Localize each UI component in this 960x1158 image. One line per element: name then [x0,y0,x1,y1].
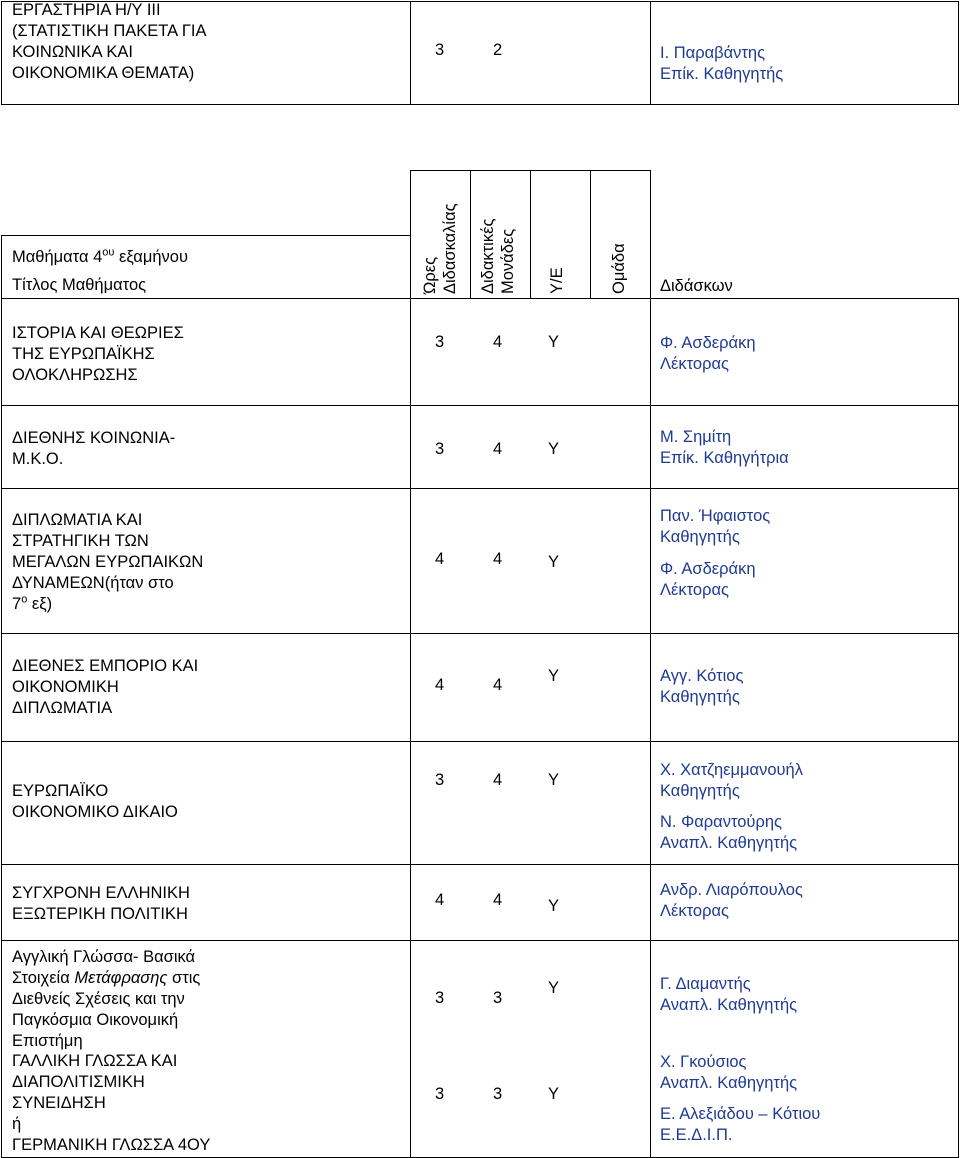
instructor-line: Αναπλ. Καθηγητής [660,1074,798,1092]
semester-heading [12,247,188,268]
course-title [12,1051,210,1156]
instructor-line: Λέκτορας [660,902,729,920]
spacer [660,1094,820,1104]
course-title-line: ΟΙΚΟΝΟΜΙΚΑ ΘΕΜΑΤΑ) [12,64,195,82]
course-title-line: ΓΕΡΜΑΝΙΚΗ ΓΛΩΣΣΑ 4ΟΥ [12,1136,211,1154]
course-type: Υ [548,979,560,997]
course-title [12,883,190,925]
instructor-line: Καθηγητής [660,688,740,706]
course-title-line: ΟΙΚΟΝΟΜΙΚΟ ΔΙΚΑΙΟ [12,803,178,821]
course-instructor [660,880,803,922]
course-title [12,323,184,386]
course-instructor [660,333,756,375]
course-instructor [660,1052,820,1146]
course-hours: 3 [435,333,445,351]
course-title [12,0,207,84]
course-title-line: ΟΙΚΟΝΟΜΙΚΗ [12,678,119,696]
instructor-line: Καθηγητής [660,782,740,800]
instructor-line: Παν. Ήφαιστος [660,507,771,525]
hours-column-header [420,178,460,294]
instructor-line: Ι. Παραβάντης [660,44,766,62]
course-title-line: ΔΥΝΑΜΕΩΝ(ήταν στο [12,574,174,592]
course-type: Υ [548,1085,560,1103]
type-column-header: Υ/Ε [548,267,566,294]
course-title-text: στις [167,969,201,987]
course-type: Υ [548,553,560,571]
course-title-line: Διεθνείς Σχέσεις και την [12,990,185,1008]
course-title [12,781,178,823]
course-title-line [12,594,203,615]
instructor-line: Γ. Διαμαντής [660,975,751,993]
course-instructor [660,666,743,708]
course-title-line: ΣΤΡΑΤΗΓΙΚΗ ΤΩΝ [12,532,149,550]
course-title-line: ΣΥΝΕΙΔΗΣΗ [12,1094,106,1112]
spacer [660,548,770,559]
instructor-line: Μ. Σημίτη [660,428,732,446]
instructor-line: Ανδρ. Λιαρόπουλος [660,881,803,899]
course-title-line: ΙΣΤΟΡΙΑ ΚΑΙ ΘΕΩΡΙΕΣ [12,324,184,342]
semester-heading-text: Μαθήματα 4 [12,248,103,266]
instructor-line: Καθηγητής [660,528,740,546]
instructor-line: Χ. Χατζηεμμανουήλ [660,761,803,779]
instructor-line: Αναπλ. Καθηγητής [660,834,798,852]
course-title-sup: ο [21,593,28,606]
instructor-line: Ε.Ε.Δ.Ι.Π. [660,1126,733,1144]
spacer [660,802,803,812]
course-units: 4 [493,891,503,909]
units-column-header [478,178,518,294]
course-title-line: ΕΞΩΤΕΡΙΚΗ ΠΟΛΙΤΙΚΗ [12,905,188,923]
title-column-header: Τίτλος Μαθήματος [12,276,147,294]
instructor-line: Αγγ. Κότιος [660,667,744,685]
course-type: Υ [548,897,560,915]
course-title-line: Επιστήμη [12,1032,83,1050]
course-title-line: (ΣΤΑΤΙΣΤΙΚΗ ΠΑΚΕΤΑ ΓΙΑ [12,22,207,40]
instructor-line: Λέκτορας [660,355,729,373]
course-title-line: ΔΙΕΘΝΕΣ ΕΜΠΟΡΙΟ ΚΑΙ [12,657,199,675]
course-hours: 3 [435,771,445,789]
course-title-line: ή [12,1115,22,1133]
course-title-line [12,968,200,989]
course-type: Υ [548,440,560,458]
course-type: Υ [548,667,560,685]
course-units: 4 [493,333,503,351]
header-text: Διδακτικές [479,218,497,294]
course-title [12,428,175,470]
course-title-italic: Μετάφρασης [74,969,168,987]
course-title-line: ΔΙΠΛΩΜΑΤΙΑ ΚΑΙ [12,511,143,529]
instructor-line: Αναπλ. Καθηγητής [660,996,798,1014]
course-hours: 3 [435,989,445,1007]
course-title-line: Παγκόσμια Οικονομική [12,1011,179,1029]
instructor-line: Χ. Γκούσιος [660,1053,747,1071]
course-instructor [660,974,797,1016]
course-title-text: 7 [12,595,22,613]
instructor-line: Επίκ. Καθηγήτρια [660,449,789,467]
course-title-line: Αγγλική Γλώσσα- Βασικά [12,948,196,966]
course-title-line: ΤΗΣ ΕΥΡΩΠΑΪΚΗΣ [12,345,155,363]
instructor-line: Ν. Φαραντούρης [660,813,782,831]
course-units: 3 [493,1085,503,1103]
semester-heading-sup: ου [102,246,115,259]
course-type: Υ [548,771,560,789]
course-title-text: Στοιχεία [12,969,75,987]
course-type: Υ [548,333,560,351]
course-instructor [660,760,803,854]
course-units: 4 [493,676,503,694]
course-units: 2 [493,41,503,59]
course-title [12,656,198,719]
instructor-line: Φ. Ασδεράκη [660,560,756,578]
semester-heading-text: εξαμήνου [114,248,188,266]
course-units: 4 [493,550,503,568]
course-title-line: ΔΙΑΠΟΛΙΤΙΣΜΙΚΗ [12,1073,145,1091]
course-title-line: ΔΙΕΘΝΗΣ ΚΟΙΝΩΝΙΑ- [12,429,176,447]
instructor-line: Λέκτορας [660,581,729,599]
course-title-line: ΔΙΠΛΩΜΑΤΙΑ [12,699,113,717]
course-hours: 4 [435,676,445,694]
course-title-line: ΟΛΟΚΛΗΡΩΣΗΣ [12,366,138,384]
instructor-line: Φ. Ασδεράκη [660,334,756,352]
course-instructor [660,43,783,85]
course-title-line: ΣΥΓΧΡΟΝΗ ΕΛΛΗΝΙΚΗ [12,884,190,902]
course-title-line: ΓΑΛΛΙΚΗ ΓΛΩΣΣΑ ΚΑΙ [12,1052,178,1070]
course-hours: 3 [435,440,445,458]
course-title-line: ΕΡΓΑΣΤΗΡΙΑ Η/Υ ΙΙΙ [12,1,161,19]
course-hours: 3 [435,1085,445,1103]
course-hours: 4 [435,550,445,568]
course-title-text: εξ) [27,595,53,613]
course-hours: 3 [435,41,445,59]
header-text: Διδασκαλίας [441,203,459,294]
course-title-line: Μ.Κ.Ο. [12,450,64,468]
course-instructor [660,506,770,601]
course-units: 3 [493,989,503,1007]
course-title-line: ΕΥΡΩΠΑΪΚΟ [12,782,109,800]
course-units: 4 [493,771,503,789]
header-text: Ώρες [421,256,439,294]
instructor-line: Επίκ. Καθηγητής [660,65,784,83]
instructor-line: Ε. Αλεξιάδου – Κότιου [660,1105,821,1123]
group-column-header: Ομάδα [610,243,628,294]
course-title [12,947,200,1052]
course-title-line: ΚΟΙΝΩΝΙΚΑ ΚΑΙ [12,43,133,61]
course-hours: 4 [435,891,445,909]
instructors-column-header: Διδάσκων [660,277,733,295]
course-title [12,510,203,615]
course-title-line: ΜΕΓΑΛΩΝ ΕΥΡΩΠΑΙΚΩΝ [12,553,204,571]
course-units: 4 [493,440,503,458]
course-instructor [660,427,789,469]
header-text: Μονάδες [499,228,517,294]
